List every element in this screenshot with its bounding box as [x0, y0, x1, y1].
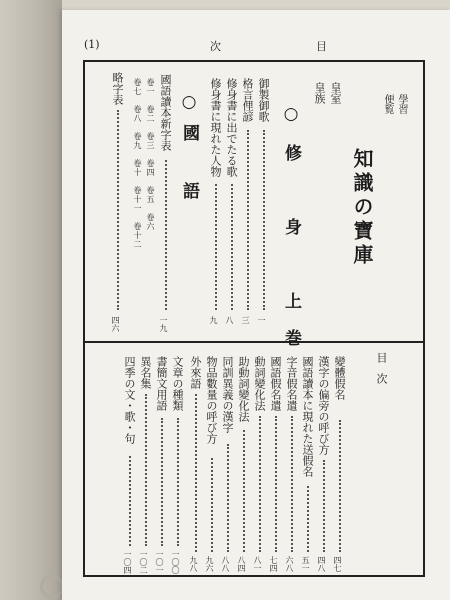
- book-title: 知識の寶庫: [350, 148, 374, 268]
- binder-ring: [40, 575, 64, 599]
- toc-item-kozoku: 皇族: [313, 82, 326, 104]
- leader-dots: [263, 130, 265, 310]
- leader-dots: [323, 460, 325, 552]
- toc-item-lower: 動詞變化法: [253, 356, 266, 411]
- toc-item-lower: 文章の種類: [171, 356, 184, 411]
- toc-item-lower: 字音假名遣: [285, 356, 298, 411]
- toc-volumes-row-2: 卷七 卷八 卷九 卷十 卷十一 卷十二: [133, 78, 142, 249]
- toc-item-lower: 外來語: [189, 356, 202, 389]
- toc-page: 一: [257, 316, 266, 324]
- toc-page: 九六: [205, 556, 214, 572]
- toc-page: 一〇一: [155, 550, 164, 574]
- leader-dots: [291, 416, 293, 552]
- header-char-2: 目: [316, 40, 327, 53]
- leader-dots: [243, 430, 245, 552]
- toc-item-lower: 變體假名: [333, 356, 346, 400]
- toc-page: 四六: [111, 316, 120, 332]
- toc-item-ryakujihyo: 略字表: [111, 72, 124, 105]
- leader-dots: [227, 444, 229, 552]
- page-number: (1): [84, 38, 100, 51]
- leader-dots: [177, 418, 179, 546]
- toc-page: 九: [209, 316, 218, 324]
- header-char-1: 次: [210, 40, 221, 53]
- toc-page: 一九: [159, 316, 168, 332]
- toc-page: 八: [225, 316, 234, 324]
- toc-page: 八八: [221, 556, 230, 572]
- toc-item-jinbutsu: 修身書に現れた人物: [209, 78, 222, 177]
- toc-item-shinjihyo: 國語讀本新字表: [159, 74, 172, 151]
- leader-dots: [307, 486, 309, 552]
- section-divider: [83, 341, 425, 343]
- toc-page: 四八: [317, 556, 326, 572]
- section-heading-kokugo: ○國 語: [179, 92, 199, 211]
- toc-item-lower: 助動詞變化法: [237, 356, 250, 422]
- leader-dots: [339, 420, 341, 552]
- section-heading-shushin: ○修 身 上巻: [281, 104, 301, 366]
- toc-item-gyosei: 御製御歌: [257, 78, 270, 122]
- leader-dots: [259, 416, 261, 552]
- toc-page: 三: [241, 316, 250, 324]
- toc-item-uta: 修身書に出でたる歌: [225, 78, 238, 177]
- toc-page: 五一: [301, 556, 310, 572]
- toc-item-koshitsu: 皇室: [329, 82, 342, 104]
- leader-dots: [247, 130, 249, 310]
- toc-item-lower: 四季の文・歌・句: [123, 356, 136, 444]
- toc-page: 四七: [333, 556, 342, 572]
- toc-page: 九八: [189, 556, 198, 572]
- toc-item-lower: 國語假名遣: [269, 356, 282, 411]
- toc-item-lower: 漢字の偏旁の呼び方: [317, 356, 330, 455]
- toc-page: 一〇二: [139, 550, 148, 574]
- adjacent-page-shadow: [0, 0, 62, 600]
- leader-dots: [215, 184, 217, 310]
- toc-page: 六八: [285, 556, 294, 572]
- leader-dots: [145, 394, 147, 546]
- contents-label: 目次: [375, 352, 388, 394]
- toc-page: 八一: [253, 556, 262, 572]
- leader-dots: [117, 110, 119, 310]
- toc-item-lower: 同訓異義の漢字: [221, 356, 234, 433]
- running-header: [84, 38, 424, 54]
- leader-dots: [231, 184, 233, 310]
- leader-dots: [161, 418, 163, 546]
- leader-dots: [129, 456, 131, 546]
- series-prefix-1: 學習: [396, 94, 407, 114]
- toc-item-lower: 國語讀本に現れた送假名: [301, 356, 314, 477]
- toc-volumes-row-1: 卷一 卷二 卷三 卷四 卷五 卷六: [146, 78, 155, 231]
- toc-page: 一〇〇: [171, 550, 180, 574]
- toc-item-lower: 書簡文用語: [155, 356, 168, 411]
- leader-dots: [165, 160, 167, 310]
- toc-item-lower: 物品數量の呼び方: [205, 356, 218, 444]
- toc-page: 七四: [269, 556, 278, 572]
- toc-page: 一〇四: [123, 550, 132, 574]
- toc-item-kakugen: 格言俚諺: [241, 78, 254, 122]
- leader-dots: [211, 458, 213, 552]
- toc-page: 八四: [237, 556, 246, 572]
- leader-dots: [195, 394, 197, 552]
- leader-dots: [275, 416, 277, 552]
- series-prefix-2: 便覧: [382, 94, 393, 114]
- toc-item-lower: 異名集: [139, 356, 152, 389]
